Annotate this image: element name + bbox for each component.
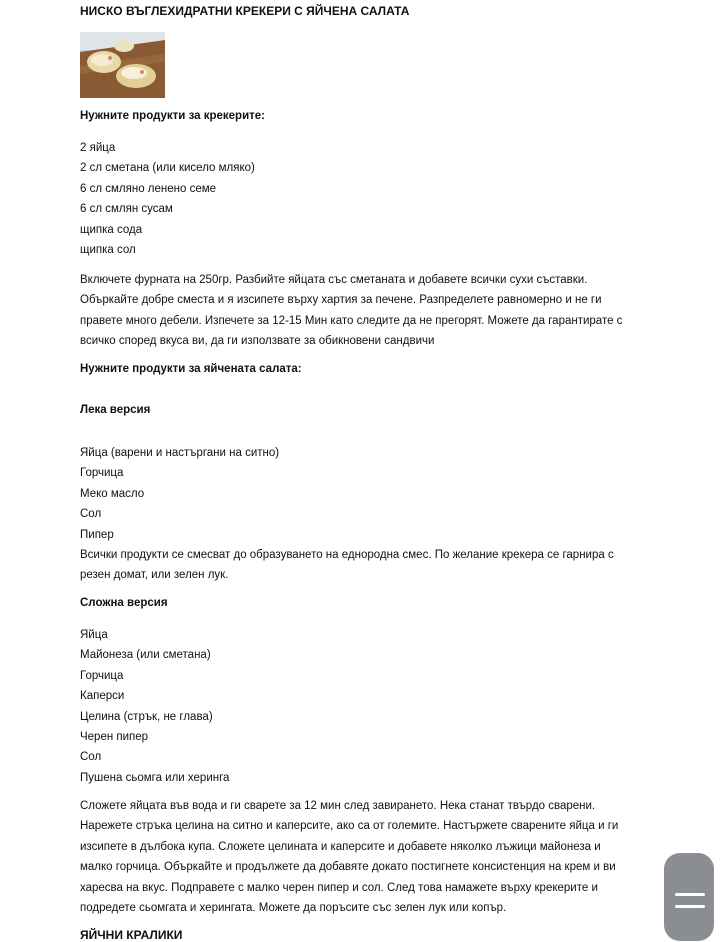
instruction-line: подредете сьомгата и херингата. Можете да поръсите със зелен лук или копър. [80, 902, 507, 915]
ingredient-item: Черен пипер [80, 731, 149, 744]
ingredient-item: Яйца (варени и настъргани на ситно) [80, 447, 280, 459]
crackers-instructions [80, 270, 622, 352]
light-version-heading: Лека версия [80, 404, 151, 416]
instruction-line: резен домат, или зелен лук. [80, 569, 229, 582]
instruction-line: правете много дебели. Изпечете за 12-15 Мин като следите да не прегорят. Можете да гарантирате с [80, 314, 623, 327]
ingredient-item: Каперси [80, 690, 125, 703]
ingredient-item: щипка сол [80, 244, 136, 257]
ingredient-item: 6 сл смляно ленено семе [80, 182, 217, 195]
recipe-photo-crackers [80, 32, 165, 98]
ingredient-item: Пушена сьомга или херинга [80, 771, 230, 784]
recipe-photo-icon [80, 32, 165, 98]
complex-version-heading: Сложна версия [80, 597, 168, 609]
ingredient-item: щипка сода [80, 223, 143, 236]
salad-ingredients-heading: Нужните продукти за яйчената салата: [80, 363, 302, 375]
ingredient-item: Сол [80, 751, 102, 764]
ingredient-item: Целина (стрък, не глава) [80, 710, 213, 723]
instruction-line: Всички продукти се смесват до образуването на еднородна смес. По желание крекера се гарнира с [80, 549, 614, 562]
ingredient-item: Яйца [80, 629, 108, 641]
instruction-line: всичко според вкуса ви, да ги използвате за обикновени сандвичи [80, 335, 435, 348]
ingredient-item: Майонеза (или сметана) [80, 649, 211, 662]
instruction-line: Включете фурната на 250гр. Разбийте яйцата със сметаната и добавете всички сухи съставки. [80, 274, 588, 286]
crackers-ingredients-list [80, 138, 255, 260]
ingredient-item: 2 сл сметана (или кисело мляко) [80, 162, 255, 175]
instruction-line: Нарежете стръка целина на ситно и каперсите, ако са от големите. Настържете сварените яйца и ги [80, 820, 619, 833]
instruction-line: Объркайте добре сместа и я изсипете върху хартия за печене. Разпределете равномерно и не ги [80, 294, 602, 307]
complex-instructions [80, 796, 618, 918]
instruction-line: малко горчица. Объркайте и продължете да добавяте докато постигнете консистенция на крем и ви [80, 861, 616, 874]
ingredient-item: Горчица [80, 669, 124, 682]
complex-ingredients-list [80, 625, 229, 788]
ingredient-item: 6 сл смлян сусам [80, 203, 173, 216]
instruction-line: изсипете в дълбока купа. Сложете целината и каперсите и добавете няколко лъжици майонеза и [80, 840, 601, 853]
menu-button[interactable] [664, 853, 714, 941]
ingredient-item: Меко масло [80, 487, 145, 500]
ingredient-item: Горчица [80, 467, 124, 480]
instruction-line: харесва на вкус. Подправете с малко черен пипер и сол. След това намажете върху крекерите и [80, 881, 598, 894]
instruction-line: Сложете яйцата във вода и ги сварете за 12 мин след завирането. Нека станат твърдо сварени. [80, 800, 596, 812]
ingredient-item: 2 яйца [80, 142, 116, 154]
ingredient-item: Пипер [80, 528, 114, 541]
page-title: НИСКО ВЪГЛЕХИДРАТНИ КРЕКЕРИ С ЯЙЧЕНА САЛАТА [80, 4, 410, 18]
next-section-heading: ЯЙЧНИ КРАЛИКИ [80, 928, 183, 942]
ingredient-item: Сол [80, 508, 102, 521]
light-ingredients-list [80, 443, 614, 586]
crackers-ingredients-heading: Нужните продукти за крекерите: [80, 110, 265, 122]
